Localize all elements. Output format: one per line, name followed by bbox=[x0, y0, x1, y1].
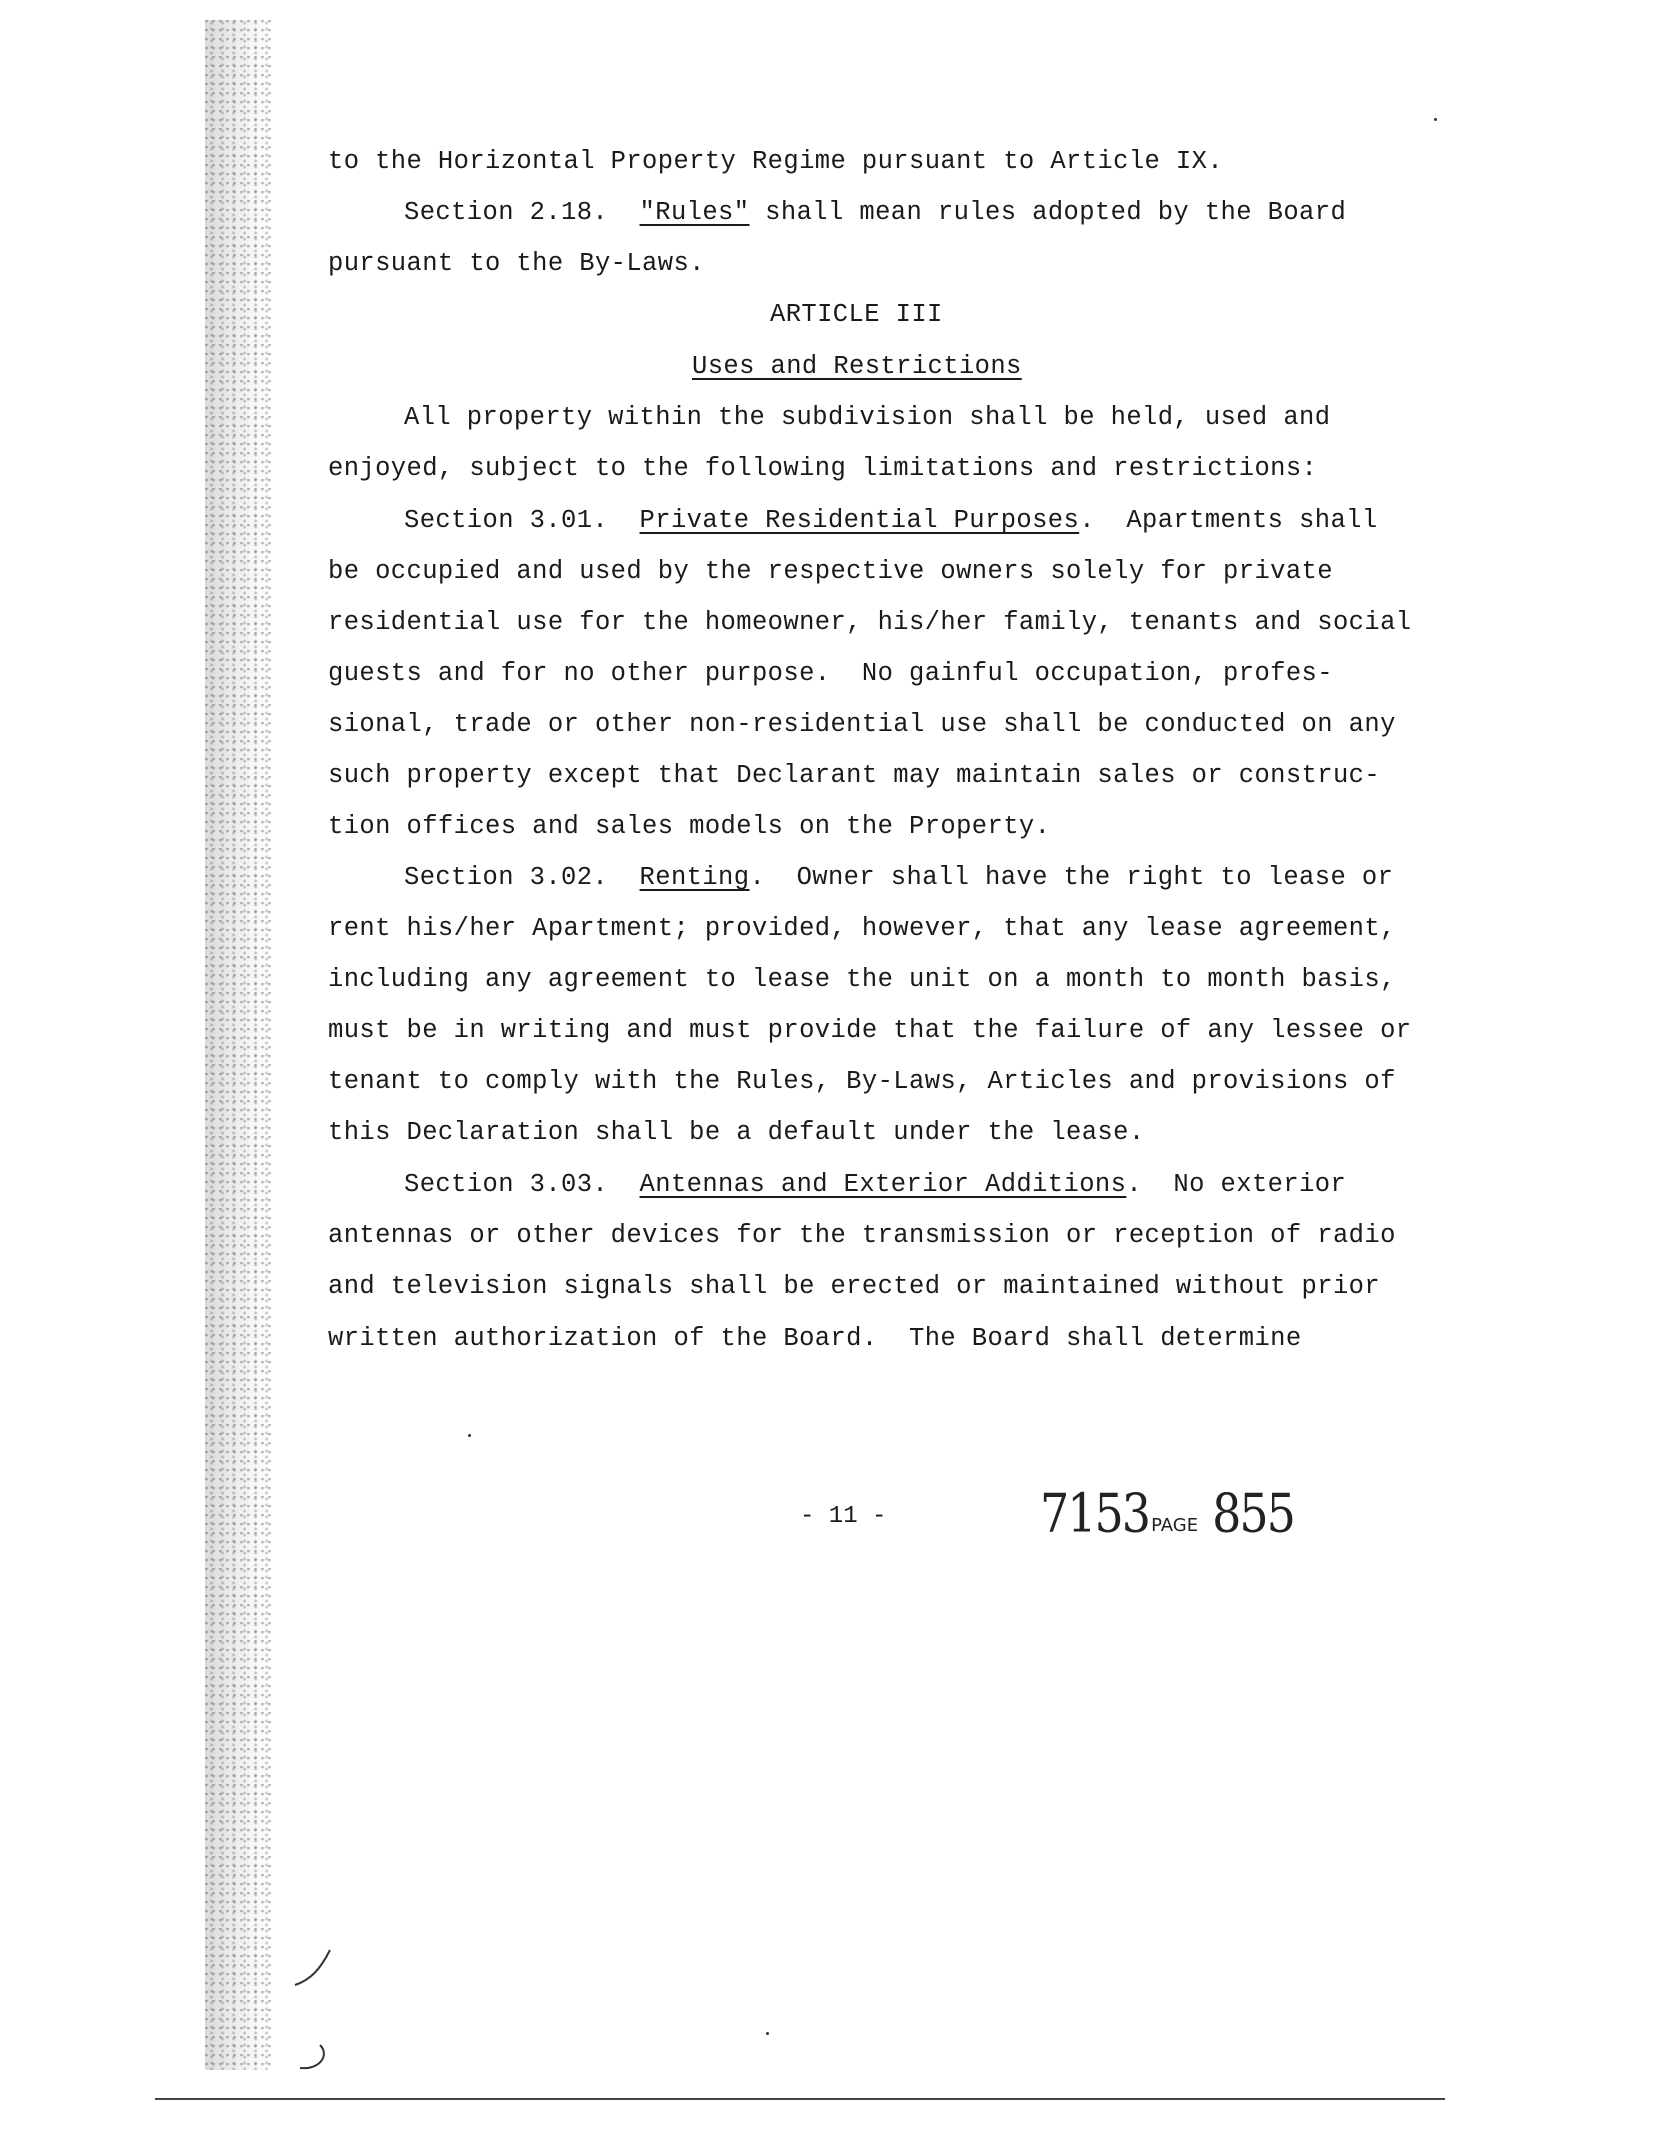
defined-term-rules: "Rules" bbox=[639, 198, 750, 227]
scan-speck bbox=[468, 1434, 471, 1437]
text-line: antennas or other devices for the transmission or reception of radio bbox=[328, 1221, 1396, 1250]
section-heading: Antennas and Exterior Additions bbox=[639, 1170, 1127, 1199]
section-text: . No exterior bbox=[1126, 1170, 1347, 1199]
text-line: be occupied and used by the respective owners solely for private bbox=[328, 557, 1333, 586]
section-heading: Private Residential Purposes bbox=[639, 506, 1080, 535]
text-line: tenant to comply with the Rules, By-Laws, Articles and provisions of bbox=[328, 1067, 1396, 1096]
section-heading: Renting bbox=[639, 863, 750, 892]
section-2-18-line bbox=[404, 198, 1346, 228]
scanned-binding-edge bbox=[205, 20, 275, 2070]
article-title: ARTICLE III bbox=[770, 300, 943, 329]
text-line: guests and for no other purpose. No gainful occupation, profes- bbox=[328, 659, 1333, 688]
text-line: tion offices and sales models on the Property. bbox=[328, 812, 1051, 841]
page-number: - 11 - bbox=[800, 1503, 887, 1530]
text-line: including any agreement to lease the unit on a month to month basis, bbox=[328, 965, 1396, 994]
section-3-03-line bbox=[404, 1170, 1346, 1200]
text-line: rent his/her Apartment; provided, however, that any lease agreement, bbox=[328, 914, 1396, 943]
article-heading: Uses and Restrictions bbox=[692, 352, 1022, 381]
section-text: shall mean rules adopted by the Board bbox=[749, 198, 1347, 227]
book-page-stamp bbox=[1040, 1481, 1294, 1545]
book-number: 7153 bbox=[1040, 1481, 1150, 1545]
page-label: PAGE bbox=[1151, 1515, 1199, 1536]
section-number: Section 3.01. bbox=[404, 506, 640, 535]
handwritten-mark bbox=[290, 1940, 370, 2080]
text-line: this Declaration shall be a default under the lease. bbox=[328, 1118, 1145, 1147]
text-line: must be in writing and must provide that the failure of any lessee or bbox=[328, 1016, 1412, 1045]
section-number: Section 3.02. bbox=[404, 863, 640, 892]
recorded-page-number: 855 bbox=[1212, 1481, 1294, 1545]
text-line: All property within the subdivision shall be held, used and bbox=[404, 403, 1331, 432]
text-line: enjoyed, subject to the following limitations and restrictions: bbox=[328, 454, 1318, 483]
bottom-rule bbox=[155, 2098, 1445, 2100]
text-line: and television signals shall be erected or maintained without prior bbox=[328, 1272, 1381, 1301]
text-line: to the Horizontal Property Regime pursuant to Article IX. bbox=[328, 147, 1224, 176]
text-line: such property except that Declarant may maintain sales or construc- bbox=[328, 761, 1381, 790]
text-line: residential use for the homeowner, his/her family, tenants and social bbox=[328, 608, 1412, 637]
text-line: sional, trade or other non-residential use shall be conducted on any bbox=[328, 710, 1396, 739]
scan-speck bbox=[1434, 118, 1437, 121]
text-line: pursuant to the By-Laws. bbox=[328, 249, 705, 278]
section-3-01-line bbox=[404, 506, 1378, 536]
section-number: Section 3.03. bbox=[404, 1170, 640, 1199]
section-text: . Apartments shall bbox=[1079, 506, 1378, 535]
scan-speck bbox=[766, 2032, 769, 2035]
section-3-02-line bbox=[404, 863, 1393, 893]
section-text: . Owner shall have the right to lease or bbox=[749, 863, 1394, 892]
text-line: written authorization of the Board. The Board shall determine bbox=[328, 1324, 1302, 1353]
section-number: Section 2.18. bbox=[404, 198, 640, 227]
